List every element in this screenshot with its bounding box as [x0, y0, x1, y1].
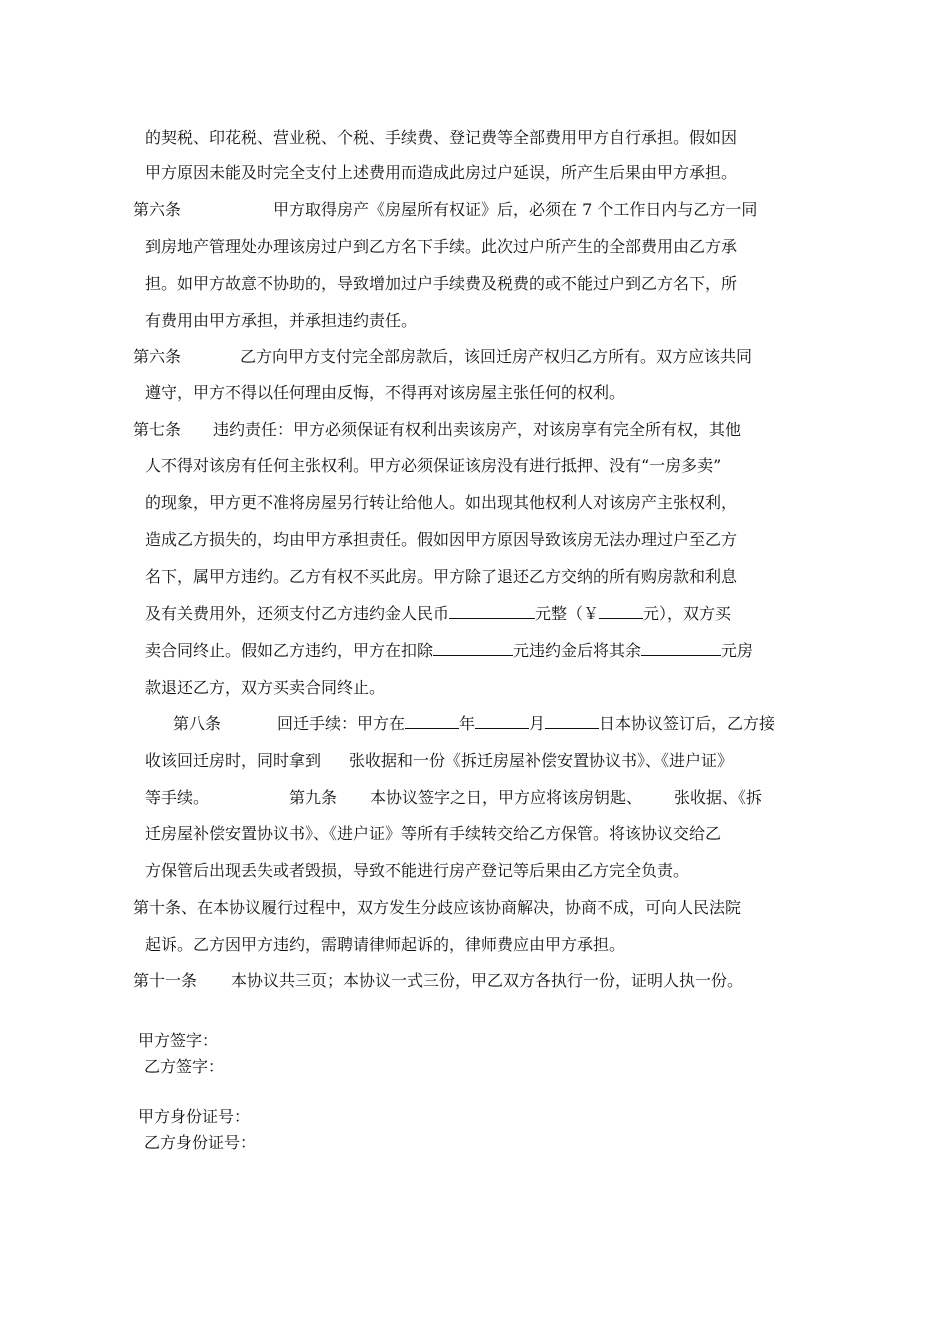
text-segment: 元违约金后将其余	[513, 641, 642, 660]
paragraph-line: 款退还乙方，双方买卖合同终止。	[145, 678, 386, 697]
text-segment: 年	[459, 714, 476, 733]
fill-in-blank[interactable]	[433, 641, 513, 656]
paragraph-line: 违约责任：甲方必须保证有权利出卖该房产，对该房享有完全所有权，其他	[213, 420, 742, 439]
party-b-id-label: 乙方身份证号：	[144, 1133, 257, 1152]
paragraph-line: 乙方向甲方支付完全部房款后，该回迁房产权归乙方所有。双方应该共同	[240, 347, 753, 366]
paragraph-line: 到房地产管理处办理该房过户到乙方名下手续。此次过户所产生的全部费用由乙方承	[145, 237, 738, 256]
text-segment: 张收据、《拆	[674, 788, 763, 807]
article-heading: 第九条	[289, 788, 338, 807]
party-a-signature-label: 甲方签字：	[138, 1031, 219, 1050]
fill-in-blank[interactable]	[599, 604, 643, 619]
paragraph-line: 迁房屋补偿安置协议书》、《进户证》等所有手续转交给乙方保管。将该协议交给乙	[145, 824, 722, 843]
paragraph-line: 造成乙方损失的，均由甲方承担责任。假如因甲方原因导致该房无法办理过户至乙方	[145, 530, 738, 549]
paragraph-line: 第十条、在本协议履行过程中，双方发生分歧应该协商解决，协商不成，可向人民法院	[133, 898, 742, 917]
text-segment: 收该回迁房时，同时拿到	[145, 751, 322, 770]
text-segment: 元房	[721, 641, 754, 660]
paragraph-line	[370, 788, 762, 808]
text-segment: 元），双方买	[643, 604, 732, 623]
paragraph-line: 甲方原因未能及时完全支付上述费用而造成此房过户延误，所产生后果由甲方承担。	[145, 163, 738, 182]
paragraph-line	[145, 751, 733, 771]
article-heading: 第七条	[133, 420, 182, 439]
text-segment: 回迁手续：甲方在	[277, 714, 406, 733]
paragraph-line: 担。如甲方故意不协助的，导致增加过户手续费及税费的或不能过户到乙方名下，所	[145, 274, 738, 293]
party-a-id-label: 甲方身份证号：	[138, 1107, 251, 1126]
paragraph-line: 甲方取得房产《房屋所有权证》后，必须在 7 个工作日内与乙方一同	[273, 200, 758, 219]
article-heading: 第八条	[173, 714, 222, 733]
paragraph-line: 的契税、印花税、营业税、个税、手续费、登记费等全部费用甲方自行承担。假如因	[145, 128, 738, 147]
paragraph-line: 人不得对该房有任何主张权利。甲方必须保证该房没有进行抵押、没有“一房多卖”	[145, 456, 722, 475]
article-heading: 第六条	[133, 200, 182, 219]
paragraph-line	[145, 641, 753, 661]
text-segment: 张收据和一份《拆迁房屋补偿安置协议书》、《进户证》	[349, 751, 734, 770]
paragraph-line: 有费用由甲方承担，并承担违约责任。	[145, 311, 418, 330]
paragraph-line: 遵守，甲方不得以任何理由反悔，不得再对该房屋主张任何的权利。	[145, 383, 626, 402]
text-segment: 日本协议签订后，乙方接	[599, 714, 776, 733]
fill-in-blank[interactable]	[449, 604, 535, 619]
text-segment: 及有关费用外，还须支付乙方违约金人民币	[145, 604, 450, 623]
party-b-signature-label: 乙方签字：	[144, 1057, 225, 1076]
paragraph-line: 的现象，甲方更不准将房屋另行转让给他人。如出现其他权利人对该房产主张权利，	[145, 493, 738, 512]
paragraph-line: 方保管后出现丢失或者毁损，导致不能进行房产登记等后果由乙方完全负责。	[145, 861, 690, 880]
fill-in-blank[interactable]	[475, 714, 529, 729]
paragraph-line: 等手续。	[145, 788, 210, 807]
article-heading: 第六条	[133, 347, 182, 366]
fill-in-blank[interactable]	[405, 714, 459, 729]
paragraph-line	[145, 604, 731, 624]
fill-in-blank[interactable]	[545, 714, 599, 729]
paragraph-line: 起诉。乙方因甲方违约，需聘请律师起诉的，律师费应由甲方承担。	[145, 935, 626, 954]
text-segment: 本协议签字之日，甲方应将该房钥匙、	[370, 788, 643, 807]
article-heading: 第十一条	[133, 971, 198, 990]
fill-in-blank[interactable]	[641, 641, 721, 656]
paragraph-line: 本协议共三页；本协议一式三份，甲乙双方各执行一份，证明人执一份。	[231, 971, 744, 990]
text-segment: 月	[529, 714, 546, 733]
paragraph-line: 名下，属甲方违约。乙方有权不买此房。甲方除了退还乙方交纳的所有购房款和利息	[145, 567, 738, 586]
text-segment: 卖合同终止。假如乙方违约，甲方在扣除	[145, 641, 434, 660]
text-segment: 元整（￥	[535, 604, 600, 623]
paragraph-line	[277, 714, 775, 734]
